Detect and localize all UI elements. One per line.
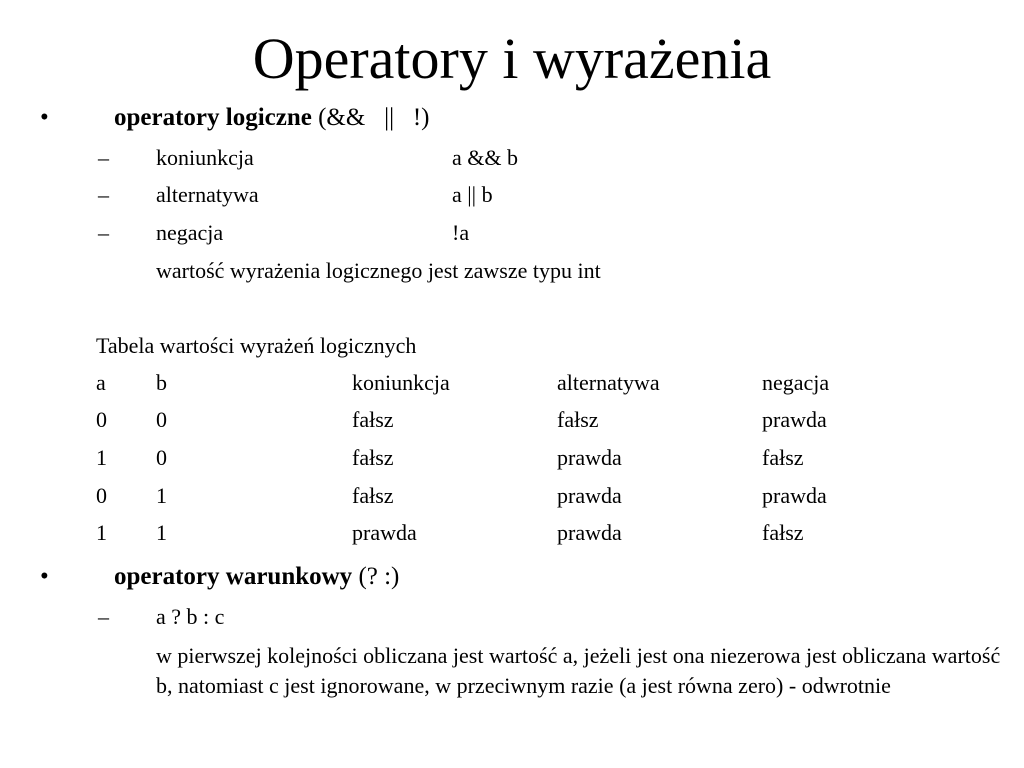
item-term-or: alternatywa — [156, 182, 259, 207]
section-heading-conditional — [114, 562, 399, 592]
item-expr-not: !a — [452, 220, 470, 245]
table-cell: 0 — [96, 407, 107, 432]
table-header-cell: alternatywa — [557, 370, 660, 395]
heading-bold-text: operatory logiczne — [114, 104, 312, 131]
table-cell: fałsz — [762, 520, 804, 545]
logical-note: wartość wyrażenia logicznego jest zawsze typu int — [156, 258, 601, 283]
table-cell: fałsz — [557, 407, 599, 432]
dash-marker: – — [98, 220, 109, 245]
dash-marker: – — [98, 604, 109, 629]
dash-marker: – — [98, 182, 109, 207]
table-cell: 0 — [156, 445, 167, 470]
table-header-cell: b — [156, 370, 167, 395]
table-cell: prawda — [762, 407, 827, 432]
item-term-not: negacja — [156, 220, 224, 245]
table-cell: 1 — [96, 520, 107, 545]
dash-marker: – — [98, 145, 109, 170]
table-cell: 0 — [156, 407, 167, 432]
bullet-marker: • — [40, 563, 49, 590]
table-cell: 1 — [156, 483, 167, 508]
heading-bold-text: operatory warunkowy — [114, 563, 353, 590]
heading-operators-text: (&& || !) — [311, 104, 430, 131]
item-expr-or: a || b — [452, 182, 493, 207]
table-cell: fałsz — [762, 445, 804, 470]
item-term-and: koniunkcja — [156, 145, 254, 170]
item-expr-and: a && b — [452, 145, 518, 170]
table-cell: prawda — [352, 520, 417, 545]
table-header-cell: a — [96, 370, 106, 395]
table-cell: prawda — [557, 445, 622, 470]
table-header-cell: negacja — [762, 370, 830, 395]
table-cell: prawda — [762, 483, 827, 508]
slide-title: Operatory i wyrażenia — [252, 26, 772, 91]
table-cell: fałsz — [352, 483, 394, 508]
table-cell: fałsz — [352, 445, 394, 470]
table-cell: 0 — [96, 483, 107, 508]
table-cell: 1 — [156, 520, 167, 545]
table-cell: fałsz — [352, 407, 394, 432]
section-heading-logical — [114, 103, 430, 133]
table-caption: Tabela wartości wyrażeń logicznych — [96, 333, 417, 358]
conditional-expression: a ? b : c — [156, 604, 225, 629]
conditional-description: w pierwszej kolejności obliczana jest wartość a, jeżeli jest ona niezerowa jest obliczana wartość b, natomiast c jest ignorowane, w przeciwnym razie (a jest równa zero) - odwrotnie — [156, 643, 1001, 698]
bullet-marker: • — [40, 104, 49, 131]
table-cell: prawda — [557, 483, 622, 508]
heading-operators-text: (? :) — [352, 563, 400, 590]
table-cell: prawda — [557, 520, 622, 545]
table-header-cell: koniunkcja — [352, 370, 450, 395]
table-cell: 1 — [96, 445, 107, 470]
